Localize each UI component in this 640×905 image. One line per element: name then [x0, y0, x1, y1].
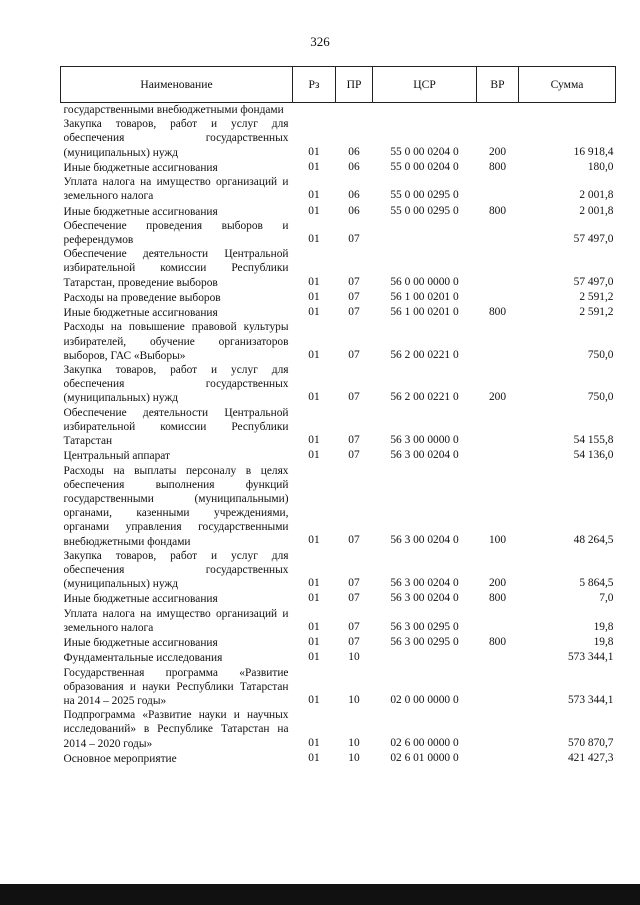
cell-vr: 800	[488, 204, 507, 217]
cell-csr: 56 3 00 0204 0	[390, 592, 459, 605]
cell-rz: 01	[308, 306, 320, 319]
cell-rz: 01	[308, 620, 320, 633]
cell-vr	[477, 708, 519, 751]
cell-csr: 55 0 00 0204 0	[390, 160, 459, 173]
cell-sum: 570 870,7	[567, 736, 614, 749]
table-row	[61, 666, 616, 709]
cell-sum: 19,8	[593, 620, 614, 633]
cell-pr: 07	[348, 290, 360, 303]
cell-pr: 06	[348, 160, 360, 173]
table-row	[61, 204, 616, 219]
cell-rz: 01	[308, 204, 320, 217]
cell-sum: 2 591,2	[579, 306, 614, 319]
cell-pr: 07	[348, 592, 360, 605]
cell-sum: 7,0	[599, 592, 614, 605]
cell-vr	[477, 320, 519, 363]
budget-table	[60, 66, 616, 766]
table-row	[61, 751, 616, 766]
cell-rz: 01	[308, 189, 320, 202]
cell-pr: 10	[348, 736, 360, 749]
cell-pr	[336, 103, 373, 118]
cell-pr: 07	[348, 636, 360, 649]
cell-vr	[477, 219, 519, 247]
cell-rz: 01	[308, 391, 320, 404]
cell-sum: 57 497,0	[573, 275, 614, 288]
cell-name: Уплата налога на имущество организаций и земельного налога	[63, 607, 289, 634]
cell-pr: 07	[348, 275, 360, 288]
cell-rz: 01	[308, 751, 320, 764]
cell-sum: 16 918,4	[573, 145, 614, 158]
cell-rz: 01	[308, 651, 320, 664]
cell-sum: 5 864,5	[579, 577, 614, 590]
cell-name: Иные бюджетные ассигнования	[63, 637, 218, 650]
cell-sum: 2 001,8	[579, 189, 614, 202]
cell-name: Фундаментальные исследования	[63, 652, 223, 665]
cell-csr: 02 0 00 0000 0	[390, 693, 459, 706]
cell-csr: 55 0 00 0295 0	[390, 204, 459, 217]
cell-vr	[477, 448, 519, 463]
table-body	[61, 103, 616, 767]
cell-pr: 06	[348, 145, 360, 158]
cell-csr: 56 3 00 0204 0	[390, 577, 459, 590]
cell-rz: 01	[308, 275, 320, 288]
cell-name: Обеспечение проведения выборов и референдумов	[63, 219, 289, 247]
cell-rz: 01	[308, 693, 320, 706]
table-row	[61, 448, 616, 463]
cell-sum: 48 264,5	[573, 534, 614, 547]
cell-name: Расходы на повышение правовой культуры избирателей, обучение организаторов выборов, ГАС «Выборы»	[63, 321, 289, 362]
header-sum: Сумма	[519, 67, 616, 103]
cell-sum: 750,0	[587, 391, 614, 404]
cell-pr: 07	[348, 433, 360, 446]
cell-pr: 07	[348, 232, 360, 245]
table-row	[61, 607, 616, 635]
cell-name: Иные бюджетные ассигнования	[63, 161, 218, 174]
cell-csr: 56 3 00 0295 0	[390, 620, 459, 633]
cell-vr	[477, 650, 519, 665]
header-name: Наименование	[61, 67, 293, 103]
scan-edge-bar	[0, 884, 640, 905]
cell-name: Закупка товаров, работ и услуг для обеспечения государственных (муниципальных) нужд	[63, 549, 289, 591]
cell-rz: 01	[308, 636, 320, 649]
header-pr: ПР	[336, 67, 373, 103]
cell-rz: 01	[308, 534, 320, 547]
cell-vr	[477, 247, 519, 290]
table-row	[61, 320, 616, 363]
cell-pr: 10	[348, 651, 360, 664]
cell-pr: 06	[348, 189, 360, 202]
cell-name: Центральный аппарат	[63, 450, 171, 463]
cell-csr: 56 2 00 0221 0	[390, 391, 459, 404]
cell-name: Обеспечение деятельности Центральной избирательной комиссии Республики Татарстан	[63, 406, 289, 448]
cell-vr	[477, 103, 519, 118]
header-csr: ЦСР	[373, 67, 477, 103]
table-row	[61, 247, 616, 290]
cell-rz: 01	[308, 577, 320, 590]
table-header	[61, 67, 616, 103]
cell-rz: 01	[308, 348, 320, 361]
table-row	[61, 708, 616, 751]
cell-vr	[477, 175, 519, 203]
cell-name: Иные бюджетные ассигнования	[63, 593, 218, 606]
cell-vr: 800	[488, 592, 507, 605]
header-vr: ВР	[477, 67, 519, 103]
cell-csr: 56 1 00 0201 0	[390, 306, 459, 319]
cell-vr: 100	[488, 534, 507, 547]
cell-name: Расходы на выплаты персоналу в целях обеспечения выполнения функций государственными (муниципальными) органами, казенными учреждениями, органами управления государственными внебюджетными фондами	[63, 464, 289, 548]
cell-sum: 750,0	[587, 348, 614, 361]
cell-sum: 573 344,1	[567, 693, 614, 706]
cell-sum: 54 155,8	[573, 433, 614, 446]
cell-sum: 19,8	[593, 636, 614, 649]
cell-sum: 2 001,8	[579, 204, 614, 217]
cell-pr: 07	[348, 620, 360, 633]
cell-name: Государственная программа «Развитие образования и науки Республики Татарстан на 2014 – 2025 годы»	[63, 666, 289, 708]
table-row	[61, 103, 616, 118]
cell-pr: 10	[348, 751, 360, 764]
cell-pr: 07	[348, 449, 360, 462]
cell-csr: 56 1 00 0201 0	[390, 290, 459, 303]
cell-vr	[477, 666, 519, 709]
table-row	[61, 117, 616, 160]
cell-pr: 07	[348, 306, 360, 319]
cell-name: государственными внебюджетными фондами	[63, 104, 284, 116]
cell-sum	[519, 103, 616, 118]
cell-rz: 01	[308, 736, 320, 749]
cell-pr: 07	[348, 391, 360, 404]
cell-sum: 54 136,0	[573, 449, 614, 462]
cell-vr: 200	[488, 145, 507, 158]
cell-rz: 01	[308, 449, 320, 462]
table-row	[61, 635, 616, 650]
cell-vr	[477, 751, 519, 766]
cell-sum: 2 591,2	[579, 290, 614, 303]
cell-rz: 01	[308, 290, 320, 303]
cell-vr: 200	[488, 391, 507, 404]
cell-sum: 421 427,3	[567, 751, 614, 764]
page-number: 326	[310, 34, 330, 49]
cell-name: Иные бюджетные ассигнования	[63, 307, 218, 320]
table-row	[61, 363, 616, 406]
cell-csr: 55 0 00 0295 0	[390, 189, 459, 202]
table-row	[61, 650, 616, 665]
cell-sum: 180,0	[587, 160, 614, 173]
cell-csr: 56 3 00 0204 0	[390, 534, 459, 547]
cell-name: Подпрограмма «Развитие науки и научных исследований» в Республике Татарстан на 2014 – 2020 годы»	[63, 709, 289, 750]
cell-name: Расходы на проведение выборов	[63, 291, 221, 304]
cell-vr: 800	[488, 636, 507, 649]
cell-csr: 56 3 00 0204 0	[390, 449, 459, 462]
cell-vr: 800	[488, 160, 507, 173]
table-row	[61, 219, 616, 247]
cell-name: Уплата налога на имущество организаций и земельного налога	[63, 176, 289, 203]
table-row	[61, 305, 616, 320]
cell-csr	[373, 219, 477, 247]
cell-pr: 06	[348, 204, 360, 217]
cell-rz: 01	[308, 232, 320, 245]
cell-vr	[477, 290, 519, 305]
cell-name: Закупка товаров, работ и услуг для обеспечения государственных (муниципальных) нужд	[63, 364, 289, 405]
cell-name: Иные бюджетные ассигнования	[63, 205, 218, 218]
table-row	[61, 160, 616, 175]
cell-vr: 800	[488, 306, 507, 319]
cell-csr: 02 6 00 0000 0	[390, 736, 459, 749]
cell-vr	[477, 607, 519, 635]
cell-rz: 01	[308, 592, 320, 605]
cell-rz: 01	[308, 145, 320, 158]
cell-csr: 56 3 00 0000 0	[390, 433, 459, 446]
cell-pr: 07	[348, 348, 360, 361]
table-row	[61, 175, 616, 203]
table-row	[61, 290, 616, 305]
cell-csr	[373, 650, 477, 665]
cell-pr: 07	[348, 577, 360, 590]
header-rz: Рз	[293, 67, 336, 103]
cell-name: Основное мероприятие	[63, 752, 177, 765]
cell-vr: 200	[488, 577, 507, 590]
table-row	[61, 406, 616, 449]
cell-csr: 56 3 00 0295 0	[390, 636, 459, 649]
cell-pr: 10	[348, 693, 360, 706]
cell-sum: 57 497,0	[573, 232, 614, 245]
cell-csr: 56 2 00 0221 0	[390, 348, 459, 361]
cell-csr: 02 6 01 0000 0	[390, 751, 459, 764]
table-row	[61, 591, 616, 606]
table-row	[61, 549, 616, 592]
cell-rz: 01	[308, 433, 320, 446]
cell-csr	[373, 103, 477, 118]
cell-name: Обеспечение деятельности Центральной избирательной комиссии Республики Татарстан, проведение выборов	[63, 248, 289, 289]
cell-rz	[293, 103, 336, 118]
cell-pr: 07	[348, 534, 360, 547]
cell-rz: 01	[308, 160, 320, 173]
table-row	[61, 464, 616, 549]
cell-sum: 573 344,1	[567, 651, 614, 664]
cell-name: Закупка товаров, работ и услуг для обеспечения государственных (муниципальных) нужд	[63, 118, 289, 159]
cell-csr: 56 0 00 0000 0	[390, 275, 459, 288]
cell-vr	[477, 406, 519, 449]
cell-csr: 55 0 00 0204 0	[390, 145, 459, 158]
